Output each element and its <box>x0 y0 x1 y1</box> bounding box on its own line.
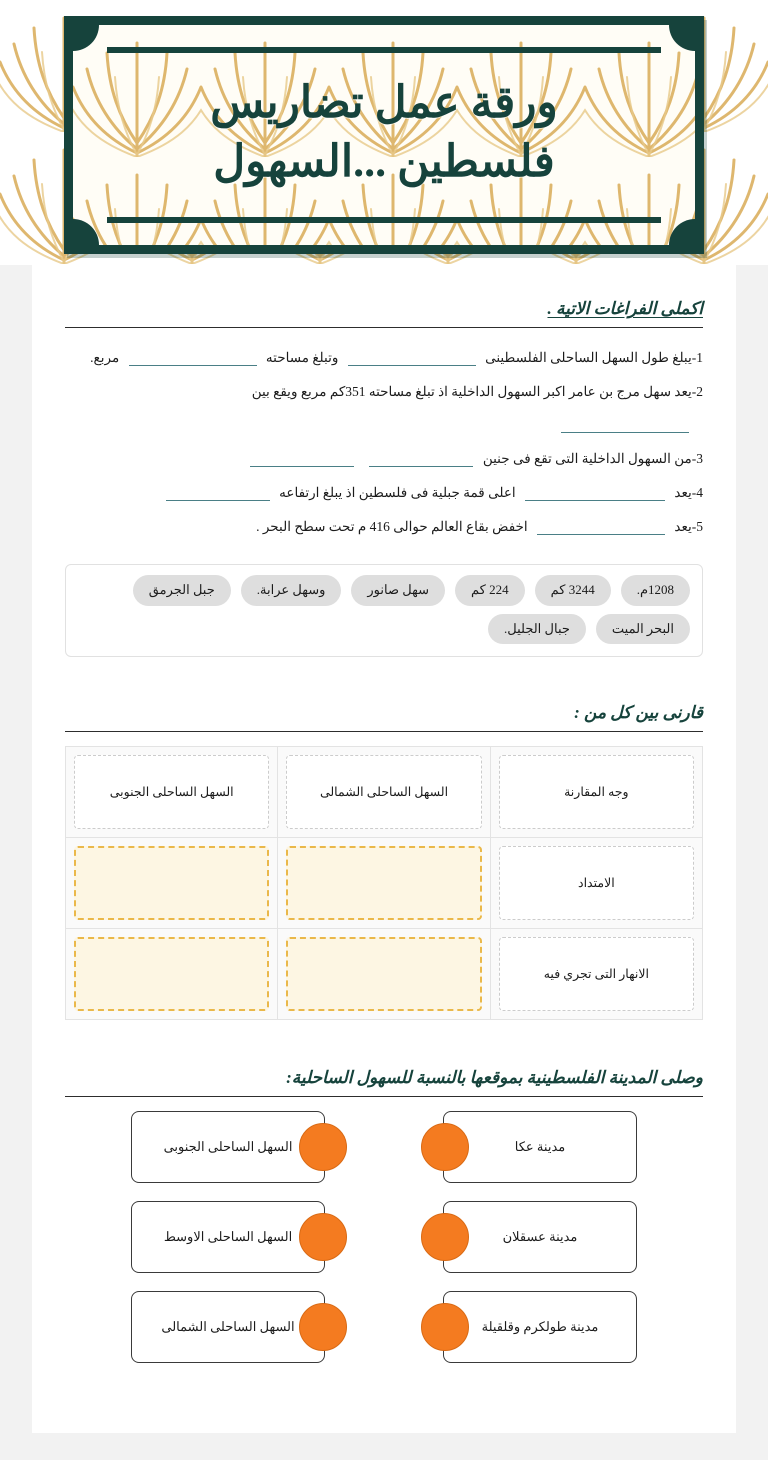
word-bank-chip[interactable]: 224 كم <box>455 575 525 605</box>
table-answer-rivers-southern[interactable] <box>74 937 269 1011</box>
table-row-label-rivers: الانهار التى تجري فيه <box>499 937 694 1011</box>
matching-row <box>65 1201 703 1273</box>
table-row <box>66 746 703 837</box>
question-2-answer-line <box>65 409 703 441</box>
match-connector-dot-icon[interactable] <box>299 1123 347 1171</box>
table-header-southern-label: السهل الساحلى الجنوبى <box>74 755 269 829</box>
matching-exercise <box>65 1111 703 1363</box>
question-5-text-b: اخفض بقاع العالم حوالى 416 م تحت سطح البحر . <box>256 518 528 534</box>
match-connector-dot-icon[interactable] <box>421 1123 469 1171</box>
table-row <box>66 837 703 928</box>
match-plain-northern-label: السهل الساحلى الشمالى <box>161 1318 295 1334</box>
fill-in-blanks-list <box>65 342 703 542</box>
worksheet-title <box>73 73 695 192</box>
worksheet-title-line-1: ورقة عمل تضاريس <box>210 78 558 127</box>
table-cell-answer <box>66 928 278 1019</box>
question-1-blank-2[interactable] <box>129 349 257 366</box>
word-bank-chip[interactable]: وسهل عرابة. <box>241 575 342 605</box>
question-1-text-a: 1-يبلغ طول السهل الساحلى الفلسطينى <box>485 350 703 365</box>
question-1-text-b: وتبلغ مساحته <box>265 350 339 365</box>
match-city-asqalan[interactable] <box>443 1201 637 1273</box>
question-4-text-a: 4-يعد <box>674 484 703 500</box>
question-2-text-a: 2-يعد سهل مرج بن عامر اكبر السهول الداخلية اذ تبلغ مساحته 351كم مربع ويقع بين <box>251 383 703 399</box>
match-city-tulkarem-qalqilya[interactable] <box>443 1291 637 1363</box>
table-answer-extent-northern[interactable] <box>286 846 481 920</box>
word-bank-chip[interactable]: سهل صانور <box>351 575 445 605</box>
match-city-akka-label: مدينة عكا <box>514 1138 566 1154</box>
worksheet-banner <box>0 0 768 265</box>
worksheet-title-line-2: فلسطين ...السهول <box>213 137 555 187</box>
question-3-text-a: 3-من السهول الداخلية التى تقع فى جنين <box>482 451 703 467</box>
table-cell-header-northern <box>278 746 490 837</box>
question-1 <box>65 342 703 374</box>
match-plain-middle[interactable] <box>131 1201 325 1273</box>
question-2 <box>65 376 703 408</box>
match-connector-dot-icon[interactable] <box>421 1213 469 1261</box>
match-connector-dot-icon[interactable] <box>299 1213 347 1261</box>
table-cell-header-southern <box>66 746 278 837</box>
section-divider-3 <box>65 1096 703 1097</box>
section-heading-fill-blanks: اكملى الفراغات الاتية . <box>547 299 703 318</box>
table-answer-rivers-northern[interactable] <box>286 937 481 1011</box>
question-5-blank-1[interactable] <box>537 518 665 535</box>
table-header-aspect-label: وجه المقارنة <box>499 755 694 829</box>
match-city-akka[interactable] <box>443 1111 637 1183</box>
comparison-table <box>65 746 703 1020</box>
match-connector-dot-icon[interactable] <box>421 1303 469 1351</box>
table-cell-answer <box>278 837 490 928</box>
section-heading-matching: وصلى المدينة الفلسطينية بموقعها بالنسبة للسهول الساحلية: <box>286 1067 703 1087</box>
section-divider-2 <box>65 731 703 732</box>
question-4-blank-2[interactable] <box>166 484 270 501</box>
question-4 <box>65 477 703 509</box>
question-1-blank-1[interactable] <box>348 349 476 366</box>
table-cell-answer <box>66 837 278 928</box>
word-bank-chip[interactable]: البحر الميت <box>596 614 690 644</box>
section-divider-1 <box>65 327 703 328</box>
banner-rule-top <box>107 47 661 53</box>
question-3 <box>65 443 703 475</box>
question-5-text-a: 5-يعد <box>674 518 703 534</box>
match-connector-dot-icon[interactable] <box>299 1303 347 1351</box>
question-3-blank-1[interactable] <box>369 450 473 467</box>
question-4-text-b: اعلى قمة جبلية فى فلسطين اذ يبلغ ارتفاعه <box>279 484 516 500</box>
section-heading-compare: قارنى بين كل من : <box>574 702 703 722</box>
question-5 <box>65 511 703 543</box>
question-2-blank-1[interactable] <box>561 416 689 433</box>
table-cell-row-label-extent <box>490 837 702 928</box>
banner-frame <box>64 16 704 254</box>
table-cell-row-label-rivers <box>490 928 702 1019</box>
table-row <box>66 928 703 1019</box>
word-bank-chip[interactable]: جبال الجليل. <box>488 614 586 644</box>
match-plain-middle-label: السهل الساحلى الاوسط <box>163 1228 293 1244</box>
word-bank-chip[interactable]: جبل الجرمق <box>133 575 231 605</box>
matching-row <box>65 1291 703 1363</box>
matching-row <box>65 1111 703 1183</box>
question-3-blank-2[interactable] <box>250 450 354 467</box>
match-city-asqalan-label: مدينة عسقلان <box>502 1228 578 1244</box>
match-city-tulkarem-qalqilya-label: مدينة طولكرم وقلقيلة <box>481 1318 599 1334</box>
table-row-label-extent: الامتداد <box>499 846 694 920</box>
worksheet-body <box>32 265 736 1433</box>
word-bank <box>65 564 703 656</box>
question-1-text-c: مربع. <box>90 350 120 365</box>
match-plain-northern[interactable] <box>131 1291 325 1363</box>
word-bank-chip[interactable]: 3244 كم <box>535 575 611 605</box>
table-header-northern-label: السهل الساحلى الشمالى <box>286 755 481 829</box>
match-plain-southern[interactable] <box>131 1111 325 1183</box>
table-cell-answer <box>278 928 490 1019</box>
word-bank-chip[interactable]: 1208م. <box>621 575 690 605</box>
question-4-blank-1[interactable] <box>525 484 665 501</box>
table-answer-extent-southern[interactable] <box>74 846 269 920</box>
banner-rule-bottom <box>107 217 661 223</box>
match-plain-southern-label: السهل الساحلى الجنوبى <box>163 1138 293 1154</box>
table-cell-header-aspect <box>490 746 702 837</box>
